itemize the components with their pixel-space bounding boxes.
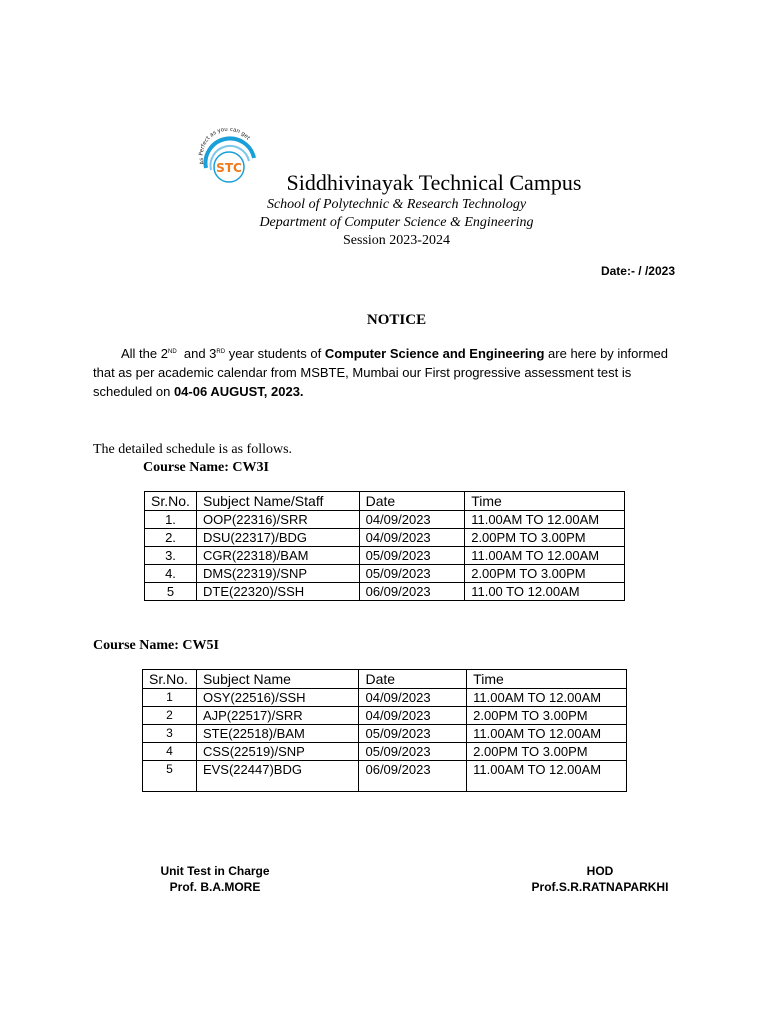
- table-row: [145, 529, 625, 547]
- header-subject: Subject Name: [196, 670, 359, 689]
- signature-right-name: Prof.S.R.RATNAPARKHI: [531, 880, 669, 894]
- cell-time: 11.00AM TO 12.00AM: [467, 689, 627, 707]
- cell-time: 11.00AM TO 12.00AM: [465, 547, 625, 565]
- body-sup-2: RD: [216, 349, 226, 355]
- cell-date: 06/09/2023: [359, 583, 465, 601]
- school-name: School of Polytechnic & Research Technology: [266, 197, 527, 212]
- cell-subject: CSS(22519)/SNP: [196, 743, 359, 761]
- cell-date: 05/09/2023: [359, 565, 465, 583]
- logo-text: STC: [216, 161, 242, 175]
- cell-srno: 5: [145, 583, 197, 601]
- header-time: Time: [467, 670, 627, 689]
- table-header: [143, 670, 627, 689]
- cell-time: 2.00PM TO 3.00PM: [465, 565, 625, 583]
- table-row: [143, 707, 627, 725]
- cell-time: 11.00 TO 12.00AM: [465, 583, 625, 601]
- cell-date: 05/09/2023: [359, 725, 467, 743]
- cell-date: 05/09/2023: [359, 743, 467, 761]
- cell-srno: 4.: [145, 565, 197, 583]
- cell-time: 2.00PM TO 3.00PM: [465, 529, 625, 547]
- table-row: [145, 547, 625, 565]
- course2-label: Course Name: CW5I: [93, 638, 219, 653]
- schedule-intro: The detailed schedule is as follows.: [93, 442, 293, 457]
- cell-srno: 3.: [145, 547, 197, 565]
- cell-subject: EVS(22447)BDG: [196, 761, 359, 792]
- cell-time: 11.00AM TO 12.00AM: [467, 725, 627, 743]
- cell-time: 2.00PM TO 3.00PM: [467, 707, 627, 725]
- cell-subject: CGR(22318)/BAM: [196, 547, 359, 565]
- course1-table: [144, 491, 625, 601]
- cell-subject: OOP(22316)/SRR: [196, 511, 359, 529]
- table-row: [143, 689, 627, 707]
- signature-right: [510, 863, 690, 895]
- table-header: [145, 492, 625, 511]
- cell-date: 04/09/2023: [359, 511, 465, 529]
- logo-tagline: As Perfect as you can get: [198, 128, 251, 166]
- body-text-1: All the 2: [121, 346, 168, 361]
- cell-subject: DSU(22317)/BDG: [196, 529, 359, 547]
- signature-right-role: HOD: [586, 864, 614, 878]
- cell-srno: 2: [143, 707, 197, 725]
- header-date: Date: [359, 670, 467, 689]
- cell-date: 05/09/2023: [359, 547, 465, 565]
- signature-left-name: Prof. B.A.MORE: [169, 880, 261, 894]
- cell-srno: 1: [143, 689, 197, 707]
- campus-title: Siddhivinayak Technical Campus: [286, 170, 582, 195]
- cell-subject: OSY(22516)/SSH: [196, 689, 359, 707]
- table-row: [143, 743, 627, 761]
- table-row: [145, 583, 625, 601]
- cell-srno: 5: [143, 761, 197, 792]
- header-srno: Sr.No.: [143, 670, 197, 689]
- notice-title: NOTICE: [366, 312, 427, 328]
- session: Session 2023-2024: [343, 233, 450, 248]
- body-text-3: year students of: [225, 346, 325, 361]
- header-subject: Subject Name/Staff: [196, 492, 359, 511]
- cell-date: 06/09/2023: [359, 761, 467, 792]
- table-row: [145, 511, 625, 529]
- body-sup-1: ND: [167, 349, 177, 355]
- table-row: [145, 565, 625, 583]
- cell-subject: STE(22518)/BAM: [196, 725, 359, 743]
- cell-srno: 3: [143, 725, 197, 743]
- cell-date: 04/09/2023: [359, 529, 465, 547]
- cell-subject: AJP(22517)/SRR: [196, 707, 359, 725]
- table-row: [143, 761, 627, 792]
- header-time: Time: [465, 492, 625, 511]
- course2-table: [142, 669, 627, 792]
- cell-time: 11.00AM TO 12.00AM: [465, 511, 625, 529]
- cell-time: 11.00AM TO 12.00AM: [467, 761, 627, 792]
- cell-srno: 1.: [145, 511, 197, 529]
- cell-srno: 4: [143, 743, 197, 761]
- cell-date: 04/09/2023: [359, 707, 467, 725]
- department-name: Department of Computer Science & Engineering: [259, 215, 534, 230]
- signature-left-role: Unit Test in Charge: [160, 864, 270, 878]
- body-text-4: are here by informed that as per academic calendar from MSBTE, Mumbai our First progressive assessment test is scheduled on: [93, 346, 669, 399]
- body-dept: Computer Science and Engineering: [324, 346, 545, 361]
- body-exam-date: 04-06 AUGUST, 2023.: [173, 384, 304, 399]
- cell-date: 04/09/2023: [359, 689, 467, 707]
- table-row: [143, 725, 627, 743]
- header-srno: Sr.No.: [145, 492, 197, 511]
- cell-subject: DTE(22320)/SSH: [196, 583, 359, 601]
- header-date: Date: [359, 492, 465, 511]
- cell-subject: DMS(22319)/SNP: [196, 565, 359, 583]
- cell-srno: 2.: [145, 529, 197, 547]
- course1-label: Course Name: CW3I: [143, 460, 269, 475]
- signature-left: [140, 863, 290, 895]
- notice-body: [93, 343, 673, 401]
- body-text-2: and 3: [176, 346, 217, 361]
- cell-time: 2.00PM TO 3.00PM: [467, 743, 627, 761]
- date-line: Date:- / /2023: [600, 264, 675, 278]
